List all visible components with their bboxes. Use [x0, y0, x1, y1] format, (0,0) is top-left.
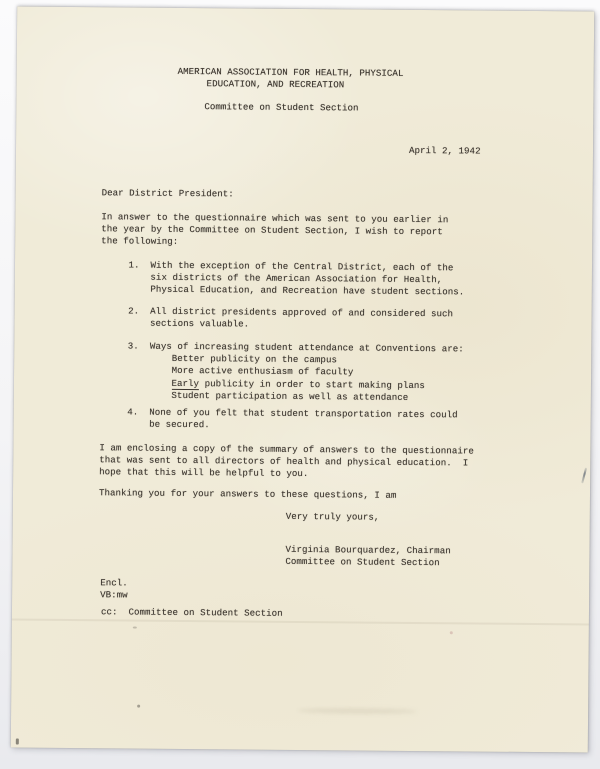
closing-line-3: hope that this will be helpful to you. [99, 466, 309, 480]
item1-line-1: 1. With the exception of the Central District, each of the [100, 259, 454, 274]
valediction-line: Very truly yours, [285, 510, 380, 523]
paper-edge-mark [16, 739, 19, 745]
cc-line: cc: Committee on Student Section [100, 606, 283, 619]
enclosure-block [100, 577, 128, 602]
item4-line-2: be secured. [99, 418, 210, 431]
closing-paragraph [99, 442, 474, 482]
item3-head: 3. Ways of increasing student attendance at Conventions are: [100, 340, 464, 355]
ink-speck [137, 705, 140, 708]
list-item-1 [101, 259, 465, 299]
item1-line-2: six districts of the American Association for Health, [100, 271, 443, 286]
list-item-3 [100, 340, 464, 404]
item2-line-1: 2. All district presidents approved of and considered such [100, 305, 454, 320]
typist-initials-line: VB:mw [100, 589, 128, 601]
item3-sub-2: More active enthusiasm of faculty [100, 364, 354, 378]
intro-line-2: the year by the Committee on Student Section, I wish to report [101, 223, 443, 238]
signature-block [285, 544, 450, 570]
enclosure-line: Encl. [100, 577, 128, 589]
item3-sub3-indent [100, 377, 172, 389]
intro-line-3: the following: [101, 235, 179, 248]
ink-speck [450, 631, 453, 634]
cc-block [101, 606, 283, 620]
signature-org: Committee on Student Section [285, 556, 440, 569]
letterhead [178, 66, 404, 92]
thanks-block [99, 487, 396, 502]
list-item-2 [100, 305, 453, 332]
thanks-line: Thanking you for your answers to these questions, I am [98, 487, 397, 501]
item3-sub3-rest: publicity in order to start making plans [199, 377, 425, 391]
salutation-line: Dear District President: [101, 187, 234, 200]
item2-line-2: sections valuable. [100, 317, 250, 330]
letterhead-committee: Committee on Student Section [204, 101, 359, 114]
letter-paper [11, 6, 594, 752]
letterhead-committee-line [204, 101, 358, 115]
item3-underlined-word: Early [171, 377, 200, 389]
intro-line-1: In answer to the questionnaire which was sent to you earlier in [101, 211, 449, 226]
list-item-4 [100, 406, 458, 434]
signature-name: Virginia Bourquardez, Chairman [285, 543, 451, 557]
pen-mark [581, 467, 587, 483]
closing-line-1: I am enclosing a copy of the summary of answers to the questionnaire [99, 442, 474, 457]
item3-sub-4: Student participation as well as attendance [99, 389, 409, 403]
date-block [409, 145, 481, 158]
item3-sub-1: Better publicity on the campus [100, 352, 338, 366]
closing-line-2: that was sent to all directors of health and physical education. I [99, 454, 469, 469]
date-line: April 2, 1942 [408, 144, 481, 157]
item1-line-3: Physical Education, and Recreation have student sections. [100, 283, 465, 298]
valediction-block [286, 511, 380, 524]
letterhead-org-line1: AMERICAN ASSOCIATION FOR HEALTH, PHYSICAL [177, 65, 404, 79]
ink-speck [133, 627, 137, 629]
intro-paragraph [101, 211, 448, 251]
item4-line-1: 4. None of you felt that student transportation rates could [99, 406, 458, 421]
salutation-block [102, 187, 234, 200]
paper-smudge [297, 708, 417, 714]
paper-crease [12, 618, 589, 625]
letterhead-org-line2: EDUCATION, AND RECREATION [206, 78, 345, 91]
